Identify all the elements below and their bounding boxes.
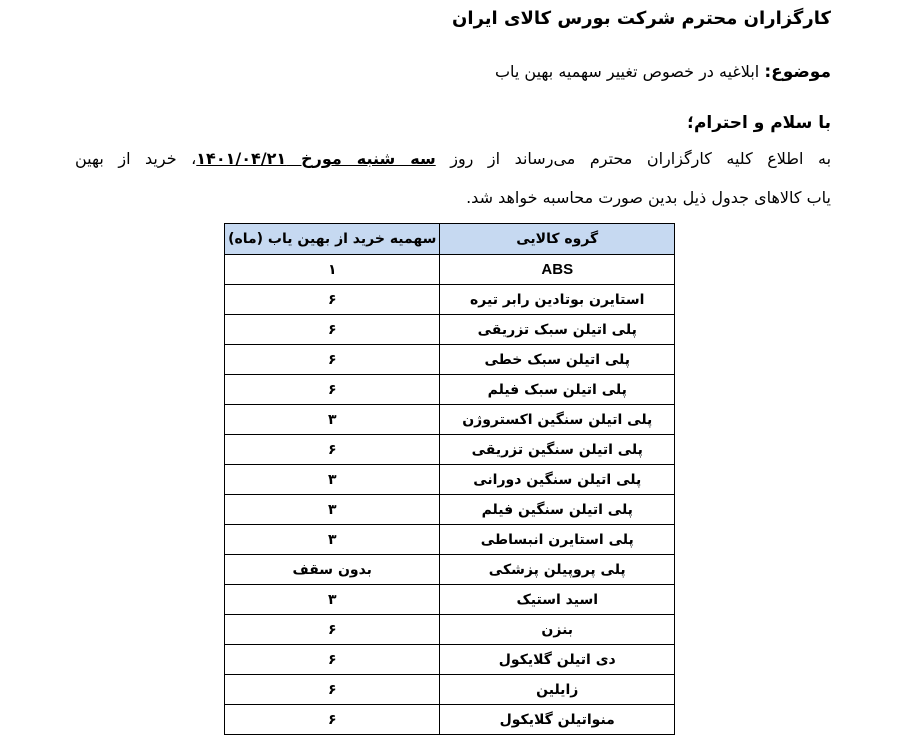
table-row [225,255,675,285]
cell-quota: ۶ [225,705,440,735]
cell-goods-group: پلی اتیلن سنگین فیلم [440,495,675,525]
table-row [225,585,675,615]
cell-goods-group: پلی اتیلن سبک خطی [440,345,675,375]
table-row [225,315,675,345]
cell-quota: ۶ [225,315,440,345]
cell-goods-group: اسید استیک [440,585,675,615]
cell-quota: ۳ [225,495,440,525]
table-row [225,615,675,645]
subject-text: ابلاغیه در خصوص تغییر سهمیه بهین یاب [494,62,765,81]
cell-goods-group: پلی اتیلن سنگین دورانی [440,465,675,495]
table-row [225,345,675,375]
table-row [225,285,675,315]
table-row [225,405,675,435]
letter-subject [495,62,831,82]
cell-goods-group: زایلین [440,675,675,705]
letter-greeting: با سلام و احترام؛ [687,113,831,133]
table-row [225,555,675,585]
cell-goods-group: پلی اتیلن سبک فیلم [440,375,675,405]
paragraph-date-emphasis: سه شنبه مورخ ۱۴۰۱/۰۴/۲۱ [196,149,436,168]
cell-goods-group: بنزن [440,615,675,645]
cell-quota: ۶ [225,285,440,315]
cell-goods-group: پلی اتیلن سنگین اکستروژن [440,405,675,435]
cell-quota: ۳ [225,585,440,615]
cell-quota: ۶ [225,615,440,645]
cell-quota: ۳ [225,465,440,495]
cell-goods-group: ABS [440,255,675,285]
cell-quota: ۶ [225,645,440,675]
header-purchase-quota: سهمیه خرید از بهین یاب (ماه) [225,224,440,255]
table-row [225,435,675,465]
table-row [225,705,675,735]
cell-goods-group: پلی اتیلن سبک تزریقی [440,315,675,345]
subject-label: موضوع: [764,62,831,82]
cell-quota: ۳ [225,405,440,435]
table-row [225,525,675,555]
cell-quota: ۳ [225,525,440,555]
cell-goods-group: پلی استایرن انبساطی [440,525,675,555]
cell-quota: ۱ [225,255,440,285]
goods-table [224,223,675,735]
letter-paragraph-line1 [75,149,831,168]
cell-goods-group: پلی پروپیلن پزشکی [440,555,675,585]
table-header-row [225,224,675,255]
letter-paragraph-line2: یاب کالاهای جدول ذیل بدین صورت محاسبه خواهد شد. [466,188,831,207]
cell-goods-group: دی اتیلن گلایکول [440,645,675,675]
paragraph-part2: ، خرید از بهین [75,149,197,168]
cell-goods-group: استایرن بوتادین رابر تیره [440,285,675,315]
letter-title: کارگزاران محترم شرکت بورس کالای ایران [452,8,831,29]
paragraph-part1: به اطلاع کلیه کارگزاران محترم می‌رساند از روز [435,149,832,168]
table-row [225,675,675,705]
cell-quota: ۶ [225,375,440,405]
header-goods-group: گروه کالایی [440,224,675,255]
cell-quota: بدون سقف [225,555,440,585]
cell-quota: ۶ [225,675,440,705]
table-row [225,645,675,675]
table-row [225,465,675,495]
cell-quota: ۶ [225,435,440,465]
table-row [225,375,675,405]
cell-goods-group: پلی اتیلن سنگین تزریقی [440,435,675,465]
table-row [225,495,675,525]
cell-goods-group: منواتیلن گلایکول [440,705,675,735]
cell-quota: ۶ [225,345,440,375]
